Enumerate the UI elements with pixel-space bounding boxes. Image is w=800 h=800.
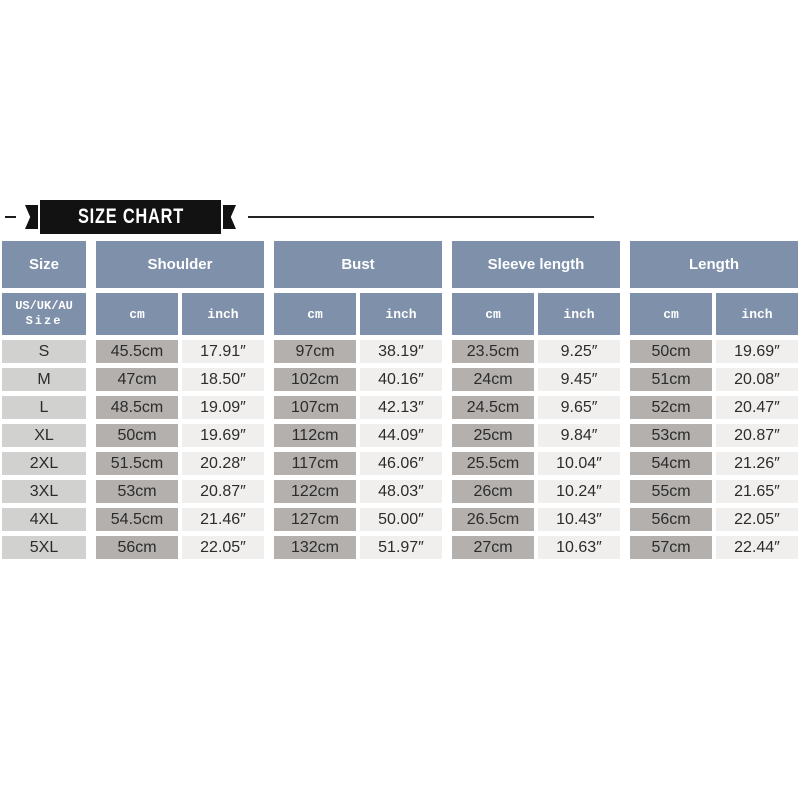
- measure-cell-XL-inch-group3: 9.84″: [538, 424, 620, 447]
- measure-cell-3XL-cm-group4: 55cm: [630, 480, 712, 503]
- unit-header-inch: inch: [538, 293, 620, 335]
- measure-cell-M-inch-group2: 40.16″: [360, 368, 442, 391]
- size-row-label: 2XL: [2, 452, 86, 475]
- measure-cell-M-cm-group3: 24cm: [452, 368, 534, 391]
- measure-cell-5XL-inch-group1: 22.05″: [182, 536, 264, 559]
- size-table: [2, 241, 798, 559]
- measure-cell-XL-inch-group1: 19.69″: [182, 424, 264, 447]
- measure-cell-3XL-inch-group3: 10.24″: [538, 480, 620, 503]
- banner-title: SIZE CHART: [77, 205, 184, 228]
- size-row-label: L: [2, 396, 86, 419]
- measure-cell-5XL-cm-group3: 27cm: [452, 536, 534, 559]
- measure-cell-2XL-cm-group4: 54cm: [630, 452, 712, 475]
- size-row-label: S: [2, 340, 86, 363]
- unit-header-inch: inch: [716, 293, 798, 335]
- measure-cell-5XL-cm-group4: 57cm: [630, 536, 712, 559]
- measure-cell-M-inch-group3: 9.45″: [538, 368, 620, 391]
- measure-cell-3XL-cm-group2: 122cm: [274, 480, 356, 503]
- measure-cell-3XL-inch-group1: 20.87″: [182, 480, 264, 503]
- measure-cell-XL-cm-group4: 53cm: [630, 424, 712, 447]
- measure-cell-3XL-cm-group3: 26cm: [452, 480, 534, 503]
- measure-cell-M-inch-group4: 20.08″: [716, 368, 798, 391]
- header-group-bust: Bust: [274, 241, 442, 288]
- size-row-label: XL: [2, 424, 86, 447]
- header-group-shoulder: Shoulder: [96, 241, 264, 288]
- measure-cell-3XL-cm-group1: 53cm: [96, 480, 178, 503]
- measure-cell-L-inch-group2: 42.13″: [360, 396, 442, 419]
- size-row-label: 5XL: [2, 536, 86, 559]
- unit-header-cm: cm: [630, 293, 712, 335]
- banner-rule-line: [248, 216, 594, 218]
- header-group-sleeve-length: Sleeve length: [452, 241, 620, 288]
- measure-cell-4XL-cm-group3: 26.5cm: [452, 508, 534, 531]
- measure-cell-2XL-inch-group3: 10.04″: [538, 452, 620, 475]
- measure-cell-XL-cm-group1: 50cm: [96, 424, 178, 447]
- measure-cell-2XL-cm-group2: 117cm: [274, 452, 356, 475]
- measure-cell-5XL-inch-group4: 22.44″: [716, 536, 798, 559]
- unit-header-inch: inch: [360, 293, 442, 335]
- measure-cell-M-inch-group1: 18.50″: [182, 368, 264, 391]
- measure-cell-2XL-cm-group3: 25.5cm: [452, 452, 534, 475]
- unit-header-cm: cm: [274, 293, 356, 335]
- measure-cell-3XL-inch-group2: 48.03″: [360, 480, 442, 503]
- measure-cell-M-cm-group4: 51cm: [630, 368, 712, 391]
- measure-cell-XL-inch-group4: 20.87″: [716, 424, 798, 447]
- ribbon-banner: [40, 200, 221, 234]
- measure-cell-5XL-cm-group2: 132cm: [274, 536, 356, 559]
- measure-cell-L-cm-group2: 107cm: [274, 396, 356, 419]
- measure-cell-L-inch-group4: 20.47″: [716, 396, 798, 419]
- measure-cell-XL-cm-group3: 25cm: [452, 424, 534, 447]
- unit-header-cm: cm: [452, 293, 534, 335]
- measure-cell-2XL-cm-group1: 51.5cm: [96, 452, 178, 475]
- measure-cell-L-cm-group3: 24.5cm: [452, 396, 534, 419]
- measure-cell-M-cm-group2: 102cm: [274, 368, 356, 391]
- unit-header-inch: inch: [182, 293, 264, 335]
- measure-cell-S-inch-group4: 19.69″: [716, 340, 798, 363]
- measure-cell-S-inch-group1: 17.91″: [182, 340, 264, 363]
- size-header-line1: US/UK/AU: [15, 299, 73, 313]
- size-row-label: 4XL: [2, 508, 86, 531]
- measure-cell-L-cm-group4: 52cm: [630, 396, 712, 419]
- measure-cell-S-cm-group2: 97cm: [274, 340, 356, 363]
- header-group-length: Length: [630, 241, 798, 288]
- measure-cell-L-inch-group3: 9.65″: [538, 396, 620, 419]
- measure-cell-XL-cm-group2: 112cm: [274, 424, 356, 447]
- measure-cell-5XL-inch-group3: 10.63″: [538, 536, 620, 559]
- measure-cell-2XL-inch-group1: 20.28″: [182, 452, 264, 475]
- measure-cell-S-inch-group3: 9.25″: [538, 340, 620, 363]
- measure-cell-S-cm-group4: 50cm: [630, 340, 712, 363]
- size-chart-banner: [0, 200, 800, 234]
- size-header-line2: Size: [25, 314, 63, 328]
- measure-cell-4XL-inch-group4: 22.05″: [716, 508, 798, 531]
- ribbon-right-tail-icon: [223, 205, 236, 229]
- measure-cell-XL-inch-group2: 44.09″: [360, 424, 442, 447]
- size-row-label: 3XL: [2, 480, 86, 503]
- measure-cell-4XL-cm-group4: 56cm: [630, 508, 712, 531]
- measure-cell-S-cm-group3: 23.5cm: [452, 340, 534, 363]
- size-row-label: M: [2, 368, 86, 391]
- measure-cell-L-inch-group1: 19.09″: [182, 396, 264, 419]
- measure-cell-S-cm-group1: 45.5cm: [96, 340, 178, 363]
- measure-cell-2XL-inch-group2: 46.06″: [360, 452, 442, 475]
- ribbon-left-tail-icon: [25, 205, 38, 229]
- unit-header-cm: cm: [96, 293, 178, 335]
- measure-cell-5XL-inch-group2: 51.97″: [360, 536, 442, 559]
- measure-cell-5XL-cm-group1: 56cm: [96, 536, 178, 559]
- measure-cell-4XL-inch-group2: 50.00″: [360, 508, 442, 531]
- measure-cell-4XL-inch-group1: 21.46″: [182, 508, 264, 531]
- measure-cell-4XL-cm-group2: 127cm: [274, 508, 356, 531]
- measure-cell-4XL-inch-group3: 10.43″: [538, 508, 620, 531]
- measure-cell-M-cm-group1: 47cm: [96, 368, 178, 391]
- measure-cell-3XL-inch-group4: 21.65″: [716, 480, 798, 503]
- left-dash-line: [5, 216, 16, 218]
- measure-cell-2XL-inch-group4: 21.26″: [716, 452, 798, 475]
- measure-cell-S-inch-group2: 38.19″: [360, 340, 442, 363]
- header-us-uk-au-size: [2, 293, 86, 335]
- measure-cell-4XL-cm-group1: 54.5cm: [96, 508, 178, 531]
- header-group-size: Size: [2, 241, 86, 288]
- measure-cell-L-cm-group1: 48.5cm: [96, 396, 178, 419]
